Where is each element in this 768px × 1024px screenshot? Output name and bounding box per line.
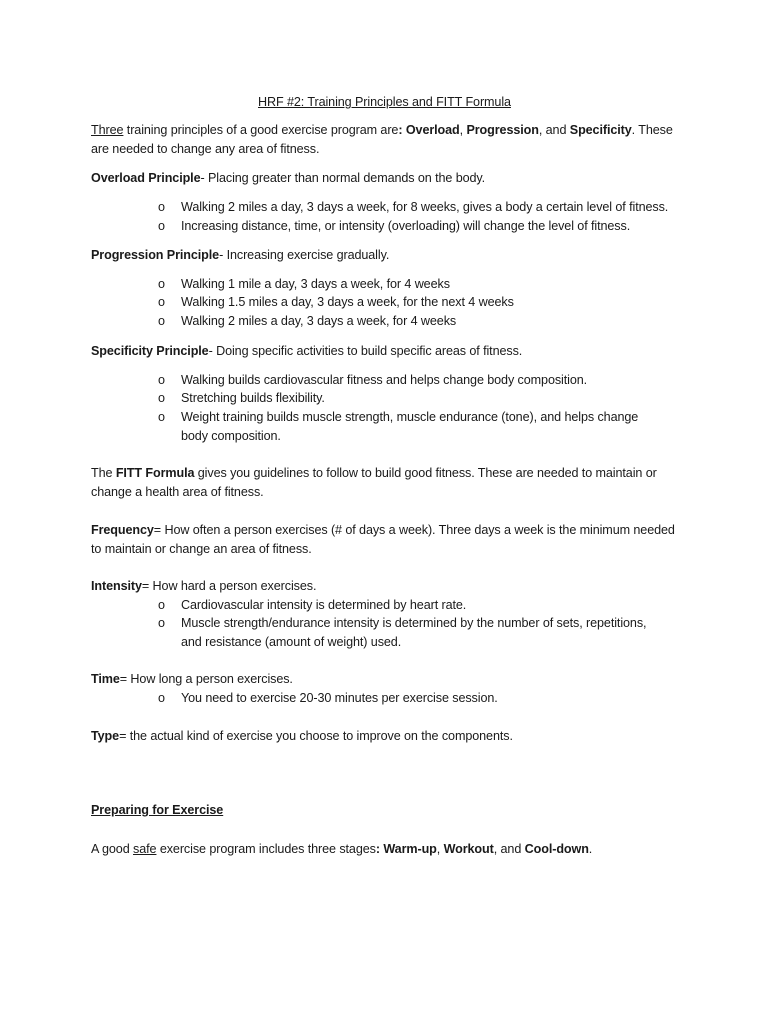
list-item: Walking builds cardiovascular fitness and helps change body composition. [181, 373, 588, 387]
progression-definition: Progression Principle- Increasing exercise gradually. [91, 248, 390, 262]
fitt-paragraph-line-2: change a health area of fitness. [91, 485, 264, 499]
bullet-marker: o [158, 373, 166, 387]
intensity-definition: Intensity= How hard a person exercises. [91, 579, 317, 593]
document-title: HRF #2: Training Principles and FITT Formula [258, 95, 511, 109]
specificity-definition: Specificity Principle- Doing specific activities to build specific areas of fitness. [91, 344, 523, 358]
list-item-continuation: body composition. [181, 429, 281, 443]
list-item: Walking 2 miles a day, 3 days a week, for 4 weeks [181, 314, 457, 328]
list-item: Walking 1.5 miles a day, 3 days a week, for the next 4 weeks [181, 295, 514, 309]
intro-line-2: are needed to change any area of fitness. [91, 142, 320, 156]
section-heading: Preparing for Exercise [91, 803, 224, 817]
bullet-marker: o [158, 391, 166, 405]
bullet-marker: o [158, 691, 166, 705]
type-definition: Type= the actual kind of exercise you choose to improve on the components. [91, 729, 513, 743]
frequency-line-1: Frequency= How often a person exercises (# of days a week). Three days a week is the minimum needed [91, 523, 675, 537]
bullet-marker: o [158, 616, 166, 630]
list-item: Weight training builds muscle strength, muscle endurance (tone), and helps change [181, 410, 639, 424]
list-item: Muscle strength/endurance intensity is determined by the number of sets, repetitions, [181, 616, 647, 630]
term-overload: Overload [405, 123, 460, 137]
list-item: You need to exercise 20-30 minutes per exercise session. [181, 691, 498, 705]
list-item: Walking 2 miles a day, 3 days a week, for 8 weeks, gives a body a certain level of fitness. [181, 200, 669, 214]
bullet-marker: o [158, 295, 166, 309]
list-item-continuation: and resistance (amount of weight) used. [181, 635, 402, 649]
bullet-marker: o [158, 219, 166, 233]
frequency-line-2: to maintain or change an area of fitness. [91, 542, 312, 556]
list-item: Increasing distance, time, or intensity (overloading) will change the level of fitness. [181, 219, 631, 233]
bullet-marker: o [158, 200, 166, 214]
safe-word: safe [133, 842, 157, 856]
term-progression: Progression [466, 123, 539, 137]
list-item: Stretching builds flexibility. [181, 391, 325, 405]
list-item: Walking 1 mile a day, 3 days a week, for 4 weeks [181, 277, 450, 291]
time-definition: Time= How long a person exercises. [91, 672, 293, 686]
overload-definition: Overload Principle- Placing greater than normal demands on the body. [91, 171, 486, 185]
bullet-marker: o [158, 410, 166, 424]
preparing-paragraph: A good safe exercise program includes three stages: Warm-up, Workout, and Cool-down. [91, 842, 593, 856]
bullet-marker: o [158, 277, 166, 291]
fitt-paragraph-line-1: The FITT Formula gives you guidelines to follow to build good fitness. These are needed to maintain or [91, 466, 657, 480]
list-item: Cardiovascular intensity is determined by heart rate. [181, 598, 467, 612]
bullet-marker: o [158, 598, 166, 612]
three-word: Three [91, 123, 124, 137]
bullet-marker: o [158, 314, 166, 328]
term-specificity: Specificity [569, 123, 632, 137]
intro-line-1: Three training principles of a good exercise program are: Overload, Progression, and Specificity. These [91, 123, 673, 137]
